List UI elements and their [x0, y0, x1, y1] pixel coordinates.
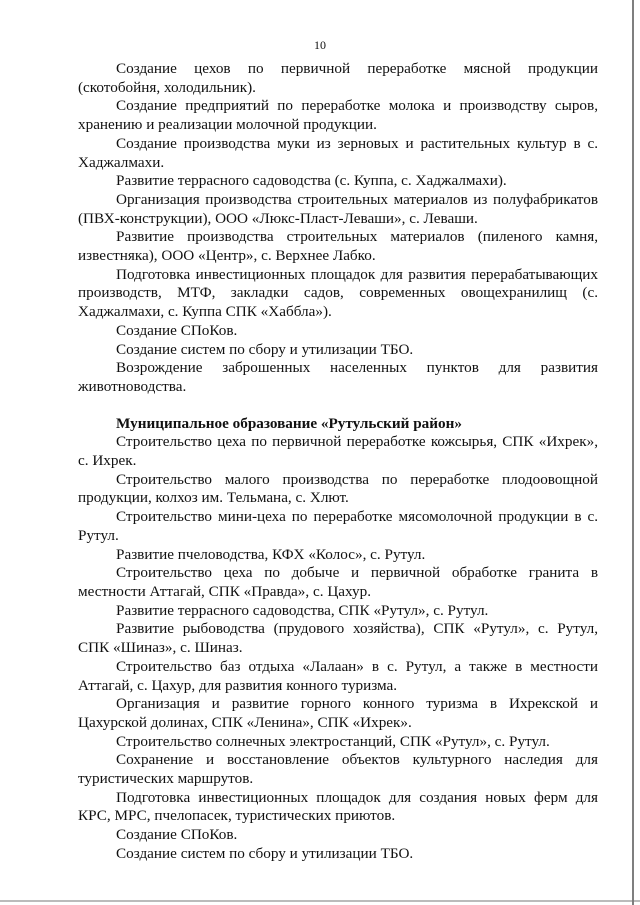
- document-body: [78, 60, 598, 864]
- paragraph: Строительство баз отдыха «Лалаан» в с. Рутул, а также в местности Аттагай, с. Цахур, для развития конного туризма.: [78, 657, 598, 694]
- paragraph: Развитие террасного садоводства, СПК «Рутул», с. Рутул.: [116, 601, 489, 619]
- paragraph: Подготовка инвестиционных площадок для создания новых ферм для КРС, МРС, пчелопасек, туристических приютов.: [78, 788, 598, 825]
- paragraph: Создание систем по сбору и утилизации ТБО.: [116, 340, 414, 358]
- paragraph: Сохранение и восстановление объектов культурного наследия для туристических маршрутов.: [78, 751, 598, 788]
- paragraph: Строительство цеха по первичной переработке кожсырья, СПК «Ихрек», с. Ихрек.: [78, 433, 598, 470]
- paragraph: Возрождение заброшенных населенных пунктов для развития животноводства.: [78, 359, 598, 395]
- paragraph: Подготовка инвестиционных площадок для развития перерабатывающих производств, МТФ, закладки садов, современных овощехранилищ (с. Хаджалмахи, с. Куппа СПК «Хаббла»).: [78, 265, 598, 321]
- paragraph: Создание производства муки из зерновых и растительных культур в с. Хаджалмахи.: [78, 134, 598, 171]
- paragraph: Строительство малого производства по переработке плодоовощной продукции, колхоз им. Тельмана, с. Хлют.: [78, 470, 598, 507]
- paragraph: Создание систем по сбору и утилизации ТБО.: [116, 844, 414, 862]
- paragraph: Развитие рыбоводства (прудового хозяйства), СПК «Рутул», с. Рутул, СПК «Шиназ», с. Шиназ.: [78, 620, 598, 657]
- paragraph: Развитие террасного садоводства (с. Куппа, с. Хаджалмахи).: [116, 172, 507, 190]
- section-heading: Муниципальное образование «Рутульский район»: [116, 414, 462, 432]
- paragraph: Организация и развитие горного конного туризма в Ихрекской и Цахурской долинах, СПК «Ленина», СПК «Ихрек».: [78, 695, 598, 731]
- paragraph: Развитие пчеловодства, КФХ «Колос», с. Рутул.: [116, 545, 426, 563]
- paragraph: Развитие производства строительных материалов (пиленого камня, известняка), ООО «Центр», с. Верхнее Лабко.: [78, 228, 598, 265]
- paragraph: Строительство цеха по добыче и первичной обработке гранита в местности Аттагай, СПК «Правда», с. Цахур.: [78, 564, 598, 600]
- paragraph: Создание цехов по первичной переработке мясной продукции (скотобойня, холодильник).: [78, 60, 598, 96]
- paragraph: Создание предприятий по переработке молока и производству сыров, хранению и реализации молочной продукции.: [78, 97, 598, 134]
- paragraph: Организация производства строительных материалов из полуфабрикатов (ПВХ-конструкции), ООО «Люкс-Пласт-Леваши», с. Леваши.: [78, 190, 598, 227]
- paragraph: Создание СПоКов.: [116, 826, 238, 844]
- paragraph: Строительство мини-цеха по переработке мясомолочной продукции в с. Рутул.: [78, 508, 598, 544]
- page-number: 10: [314, 38, 326, 52]
- paragraph: Создание СПоКов.: [116, 321, 238, 339]
- paragraph: Строительство солнечных электростанций, СПК «Рутул», с. Рутул.: [116, 732, 550, 750]
